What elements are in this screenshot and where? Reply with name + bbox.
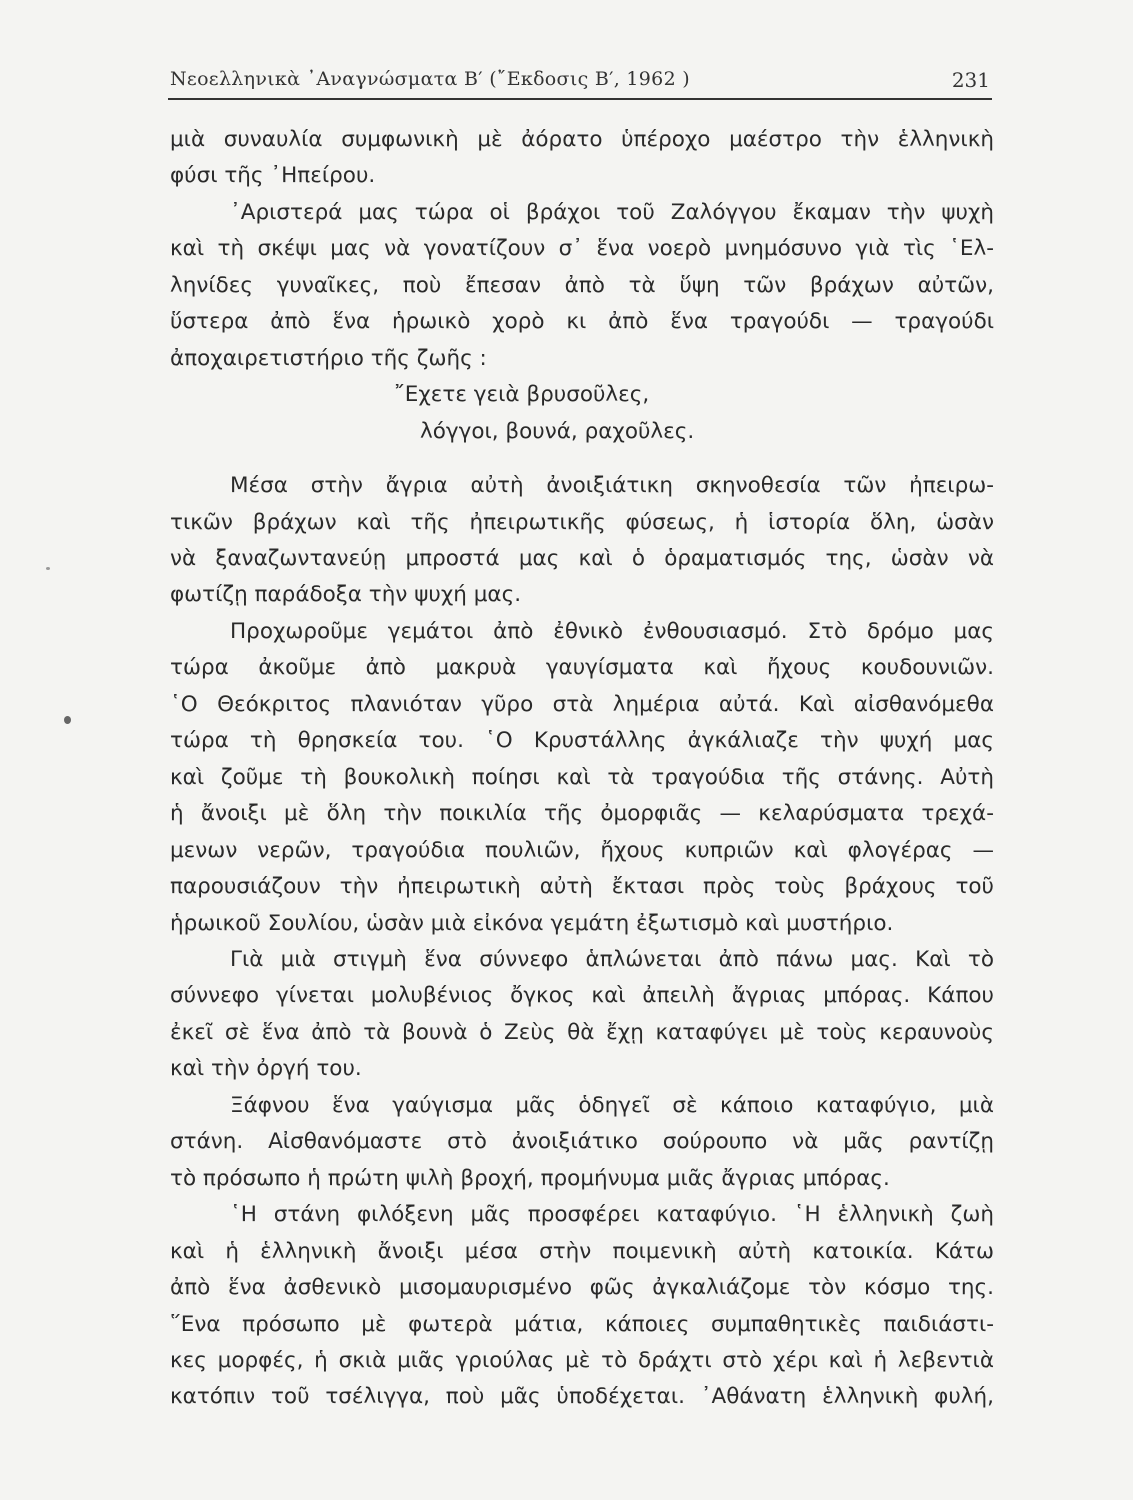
body-text bbox=[170, 122, 994, 1416]
ink-speck bbox=[46, 567, 50, 570]
text-line: μενων νερῶν, τραγούδια πουλιῶν, ἤχους κυπριῶν καὶ φλογέρας — bbox=[170, 837, 994, 863]
text-line: φωτίζῃ παράδοξα τὴν ψυχή μας. bbox=[170, 582, 522, 608]
text-line: μιὰ συναυλία συμφωνικὴ μὲ ἀόρατο ὑπέροχο μαέστρο τὴν ἑλληνικὴ bbox=[170, 127, 994, 152]
verse-line: λόγγοι, βουνά, ραχοῦλες. bbox=[420, 418, 695, 444]
text-line: ἐκεῖ σὲ ἕνα ἀπὸ τὰ βουνὰ ὁ Ζεὺς θὰ ἔχῃ καταφύγει μὲ τοὺς κεραυνοὺς bbox=[170, 1019, 994, 1045]
text-line: ῾Η στάνη φιλόξενη μᾶς προσφέρει καταφύγιο. ῾Η ἑλληνικὴ ζωὴ bbox=[230, 1202, 994, 1228]
text-line: Γιὰ μιὰ στιγμὴ ἕνα σύννεφο ἁπλώνεται ἀπὸ πάνω μας. Καὶ τὸ bbox=[230, 946, 994, 972]
text-line: ἀπὸ ἕνα ἀσθενικὸ μισομαυρισμένο φῶς ἀγκαλιάζομε τὸν κόσμο της. bbox=[170, 1275, 994, 1301]
text-line: κες μορφές, ἡ σκιὰ μιᾶς γριούλας μὲ τὸ δράχτι στὸ χέρι καὶ ἡ λεβεντιὰ bbox=[170, 1347, 994, 1373]
verse-line: ῎Εχετε γειὰ βρυσοῦλες, bbox=[394, 382, 650, 408]
text-line: ῾Ο Θεόκριτος πλανιόταν γῦρο στὰ λημέρια αὐτά. Καὶ αἰσθανόμεθα bbox=[170, 691, 994, 717]
text-line: καὶ ζοῦμε τὴ βουκολικὴ ποίησι καὶ τὰ τραγούδια τῆς στάνης. Αὐτὴ bbox=[170, 764, 994, 790]
running-header bbox=[168, 62, 992, 100]
text-line: καὶ τὴ σκέψι μας νὰ γονατίζουν σ᾿ ἕνα νοερὸ μνημόσυνο γιὰ τὶς ῾Ελ- bbox=[170, 236, 994, 262]
text-line: στάνη. Αἰσθανόμαστε στὸ ἀνοιξιάτικο σούρουπο νὰ μᾶς ραντίζῃ bbox=[170, 1129, 994, 1155]
text-line: τὸ πρόσωπο ἡ πρώτη ψιλὴ βροχή, προμήνυμα μιᾶς ἄγριας μπόρας. bbox=[170, 1165, 890, 1191]
text-line: σύννεφο γίνεται μολυβένιος ὄγκος καὶ ἀπειλὴ ἄγριας μπόρας. Κάπου bbox=[170, 983, 994, 1009]
text-line: Ξάφνου ἕνα γαύγισμα μᾶς ὁδηγεῖ σὲ κάποιο καταφύγιο, μιὰ bbox=[230, 1092, 994, 1118]
text-line: Μέσα στὴν ἄγρια αὐτὴ ἀνοιξιάτικη σκηνοθεσία τῶν ἠπειρω- bbox=[230, 473, 994, 499]
text-line: ληνίδες γυναῖκες, ποὺ ἔπεσαν ἀπὸ τὰ ὕψη τῶν βράχων αὐτῶν, bbox=[170, 272, 994, 298]
text-line: καὶ ἡ ἑλληνικὴ ἄνοιξι μέσα στὴν ποιμενικὴ αὐτὴ κατοικία. Κάτω bbox=[170, 1238, 994, 1264]
text-line: τικῶν βράχων καὶ τῆς ἠπειρωτικῆς φύσεως, ἡ ἱστορία ὅλη, ὡσὰν bbox=[170, 509, 994, 535]
text-line: τώρα ἀκοῦμε ἀπὸ μακρυὰ γαυγίσματα καὶ ἤχους κουδουνιῶν. bbox=[170, 655, 994, 681]
text-line: φύσι τῆς ᾿Ηπείρου. bbox=[170, 163, 376, 189]
ink-speck bbox=[64, 716, 71, 724]
page-number: 231 bbox=[951, 68, 990, 92]
text-line: ᾿Αριστερά μας τώρα οἱ βράχοι τοῦ Ζαλόγγου ἔκαμαν τὴν ψυχὴ bbox=[230, 199, 994, 225]
text-line: τώρα τὴ θρησκεία του. ῾Ο Κρυστάλλης ἀγκάλιαζε τὴν ψυχή μας bbox=[170, 728, 994, 754]
text-line: καὶ τὴν ὀργή του. bbox=[170, 1056, 362, 1082]
text-line: ὕστερα ἀπὸ ἕνα ἡρωικὸ χορὸ κι ἀπὸ ἕνα τραγούδι — τραγούδι bbox=[170, 309, 994, 335]
text-line: Προχωροῦμε γεμάτοι ἀπὸ ἐθνικὸ ἐνθουσιασμό. Στὸ δρόμο μας bbox=[230, 618, 994, 644]
text-line: ῞Ενα πρόσωπο μὲ φωτερὰ μάτια, κάποιες συμπαθητικὲς παιδιάστι- bbox=[170, 1311, 994, 1337]
text-line: ἀποχαιρετιστήριο τῆς ζωῆς : bbox=[170, 345, 487, 371]
text-line: ἡ ἄνοιξι μὲ ὅλη τὴν ποικιλία τῆς ὀμορφιᾶς — κελαρύσματα τρεχά- bbox=[170, 801, 994, 827]
stanza-gap bbox=[170, 450, 994, 468]
text-line: παρουσιάζουν τὴν ἠπειρωτικὴ αὐτὴ ἔκτασι πρὸς τοὺς βράχους τοῦ bbox=[170, 874, 994, 900]
header-title: Νεοελληνικὰ ᾿Αναγνώσματα Β′ (῎Εκδοσις Β′, 1962 ) bbox=[170, 68, 691, 90]
text-line: κατόπιν τοῦ τσέλιγγα, ποὺ μᾶς ὑποδέχεται. ᾿Αθάνατη ἑλληνικὴ φυλή, bbox=[170, 1384, 994, 1410]
text-line: νὰ ξαναζωντανεύῃ μπροστά μας καὶ ὁ ὁραματισμός της, ὡσὰν νὰ bbox=[170, 545, 994, 571]
text-line: ἡρωικοῦ Σουλίου, ὡσὰν μιὰ εἰκόνα γεμάτη ἐξωτισμὸ καὶ μυστήριο. bbox=[170, 910, 894, 936]
